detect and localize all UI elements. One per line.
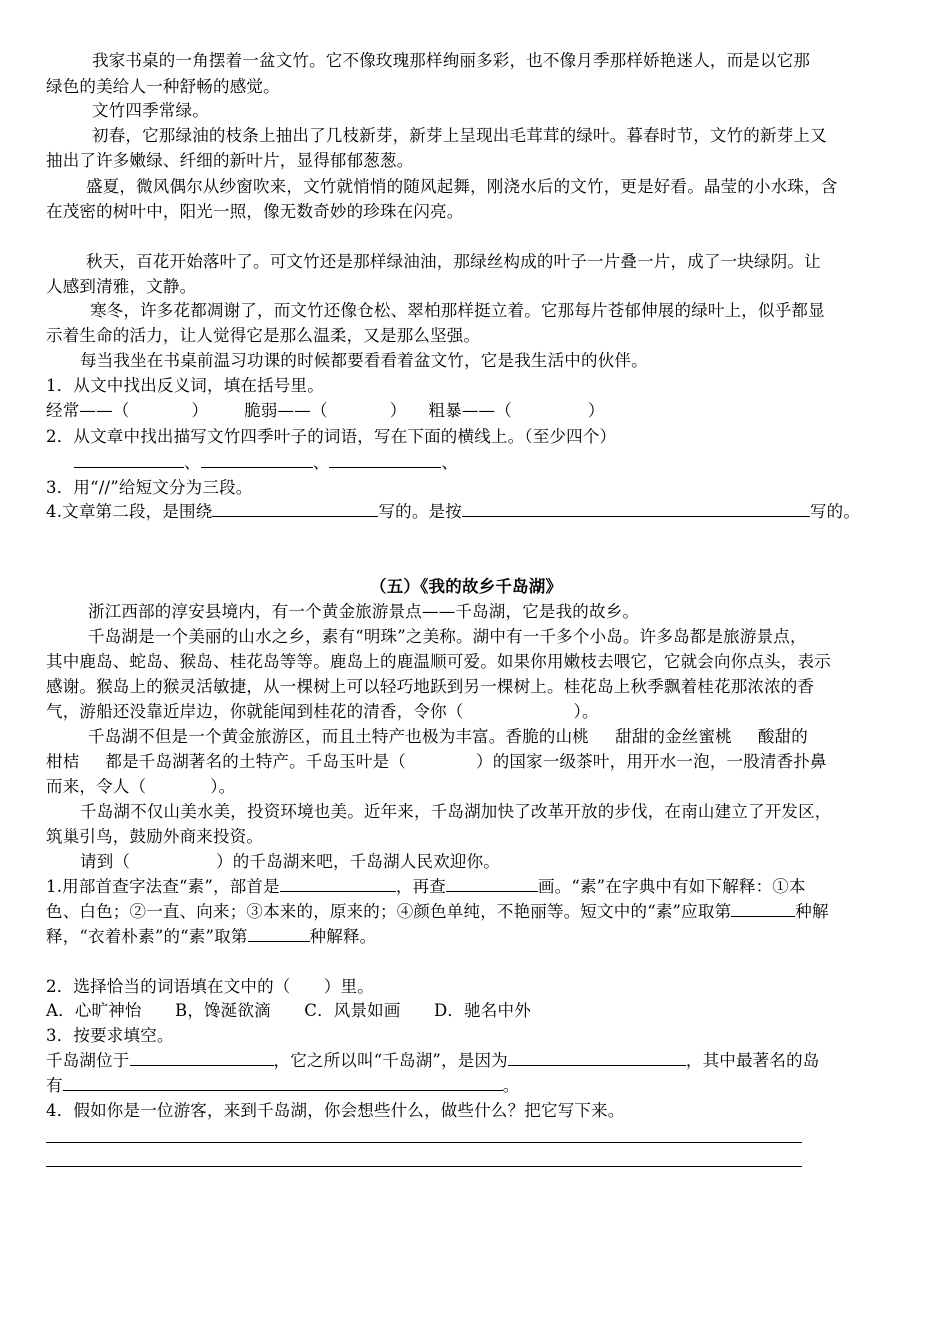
p5-text: ）的国家一级茶叶，用开水一泡，一股清香扑鼻 — [476, 752, 827, 771]
p5-para3-line3 — [46, 775, 235, 799]
p4-para3-line1: 初春，它那绿油的枝条上抽出了几枝新芽，新芽上呈现出毛茸茸的绿叶。暮春时节，文竹的新芽上又 — [92, 126, 827, 145]
antonym-2-close: ） — [389, 401, 407, 420]
p5-question1-line2 — [46, 900, 829, 924]
answer-blank[interactable] — [201, 451, 313, 468]
answer-blank[interactable] — [63, 1074, 503, 1091]
p5-para5 — [80, 850, 500, 874]
p5-para2-line3: 感谢。猴岛上的猴灵活敏捷，从一棵树上可以轻巧地跃到另一棵树上。桂花岛上秋季飘着桂花那浓浓的香 — [46, 677, 815, 696]
p5-text: 都是千岛湖著名的土特产。千岛玉叶是（ — [105, 752, 407, 771]
q3-text: ，它之所以叫“千岛湖”，是因为 — [273, 1051, 508, 1070]
q3-text: 。 — [502, 1076, 520, 1095]
q1-text: 种解释。 — [309, 927, 377, 946]
p5-para2-line2: 其中鹿岛、蛇岛、猴岛、桂花岛等等。鹿岛上的鹿温顺可爱。如果你用嫩枝去喂它，它就会向你点头，表示 — [46, 652, 831, 671]
separator: 、 — [184, 453, 201, 472]
passage5-title: （五）《我的故乡千岛湖》 — [370, 577, 563, 596]
p4-question1-antonyms — [46, 399, 605, 423]
answer-blank[interactable] — [508, 1049, 686, 1066]
q4-text-c: 写的。 — [809, 502, 861, 521]
p5-question3-line1 — [46, 1049, 819, 1073]
p4-para6-line1: 寒冬，许多花都凋谢了，而文竹还像仓松、翠柏那样挺立着。它那每片苍郁伸展的绿叶上，似乎都显 — [90, 301, 825, 320]
p4-para4-line2: 在茂密的树叶中，阳光一照，像无数奇妙的珍珠在闪亮。 — [46, 202, 464, 221]
p4-question1: 1．从文中找出反义词，填在括号里。 — [46, 376, 324, 395]
p4-para5-line1: 秋天，百花开始落叶了。可文竹还是那样绿油油，那绿丝构成的叶子一片叠一片，成了一块绿阴。让 — [86, 252, 821, 271]
p4-para5-line2: 人感到清雅，文静。 — [46, 277, 197, 296]
answer-blank[interactable] — [446, 875, 538, 892]
p4-question4 — [46, 500, 860, 524]
p5-question3: 3．按要求填空。 — [46, 1026, 174, 1045]
p5-text: 酸甜的 — [757, 727, 809, 746]
answer-line[interactable] — [46, 1166, 802, 1167]
p5-text: ）。 — [210, 777, 236, 796]
separator: 、 — [312, 453, 330, 472]
p5-question3-line2 — [46, 1074, 519, 1098]
p4-para6-line2: 示着生命的活力，让人觉得它是那么温柔，又是那么坚强。 — [46, 326, 481, 345]
p4-para1-line1: 我家书桌的一角摆着一盆文竹。它不像玫瑰那样绚丽多彩，也不像月季那样娇艳迷人，而是以它那 — [92, 51, 811, 70]
p4-para4-line1: 盛夏，微风偶尔从纱窗吹来，文竹就悄悄的随风起舞，刚浇水后的文竹，更是好看。晶莹的小水珠，含 — [86, 177, 838, 196]
q1-text: 色、白色；②一直、向来；③本来的，原来的；④颜色单纯，不艳丽等。短文中的“素”应取第 — [46, 902, 732, 921]
q4-text-a: 4.文章第二段，是围绕 — [46, 502, 213, 521]
answer-blank[interactable] — [462, 500, 810, 517]
answer-blank[interactable] — [731, 900, 795, 917]
p5-question4: 4．假如你是一位游客，来到千岛湖，你会想些什么，做些什么？把它写下来。 — [46, 1101, 625, 1120]
p5-text: 甜甜的金丝蜜桃 — [615, 727, 732, 746]
antonym-1-close: ） — [191, 401, 209, 420]
p5-para1: 浙江西部的淳安县境内，有一个黄金旅游景点——千岛湖，它是我的故乡。 — [88, 602, 640, 621]
q1-text: 释，“衣着朴素”的“素”取第 — [46, 927, 248, 946]
p5-para4-line2: 筑巢引鸟，鼓励外商来投资。 — [46, 827, 264, 846]
p4-question2-blanks — [74, 451, 458, 475]
p5-text: 气，游船还没靠近岸边，你就能闻到桂花的清香，令你（ — [46, 702, 464, 721]
p5-text: ）的千岛湖来吧，千岛湖人民欢迎你。 — [216, 852, 501, 871]
p5-text: 千岛湖不但是一个黄金旅游区，而且土特产也极为丰富。香脆的山桃 — [88, 727, 589, 746]
p5-text: 柑桔 — [46, 752, 80, 771]
answer-line[interactable] — [46, 1142, 802, 1143]
p5-question1-line3 — [46, 925, 376, 949]
q4-text-b: 写的。是按 — [378, 502, 462, 521]
q1-text: 1.用部首查字法查“素”，部首是 — [46, 877, 280, 896]
answer-blank[interactable] — [280, 875, 396, 892]
q3-text: 有 — [46, 1076, 63, 1095]
p4-question2: 2．从文章中找出描写文竹四季叶子的词语，写在下面的横线上。（至少四个） — [46, 427, 617, 446]
q1-text: ，再查 — [395, 877, 446, 896]
p4-para2: 文竹四季常绿。 — [92, 101, 209, 120]
antonym-1-prompt: 经常——（ — [46, 401, 130, 420]
p5-text: ）。 — [573, 702, 599, 721]
p5-para4-line1: 千岛湖不仅山美水美，投资环境也美。近年来，千岛湖加快了改革开放的步伐，在南山建立了开发区， — [80, 802, 832, 821]
p5-text: 而来，令人（ — [46, 777, 147, 796]
p5-para2-line1: 千岛湖是一个美丽的山水之乡，素有“明珠”之美称。湖中有一千多个小岛。许多岛都是旅游景点， — [88, 627, 807, 646]
q3-text: 千岛湖位于 — [46, 1051, 130, 1070]
p4-question3: 3．用“//”给短文分为三段。 — [46, 478, 253, 497]
antonym-3-prompt: 粗暴——（ — [428, 401, 512, 420]
p5-question2-options: A．心旷神怡 B，馋涎欲滴 C．风景如画 D．驰名中外 — [46, 1001, 531, 1020]
p4-para7: 每当我坐在书桌前温习功课的时候都要看看着盆文竹，它是我生活中的伙伴。 — [80, 351, 648, 370]
p5-para3-line2 — [46, 750, 827, 774]
p5-para2-line4 — [46, 700, 599, 724]
antonym-3-close: ） — [587, 401, 605, 420]
p4-para1-line2: 绿色的美给人一种舒畅的感觉。 — [46, 77, 280, 96]
q1-text: 画。“素”在字典中有如下解释：①本 — [537, 877, 806, 896]
p5-question1-line1 — [46, 875, 806, 899]
answer-blank[interactable] — [130, 1049, 274, 1066]
q3-text: ，其中最著名的岛 — [685, 1051, 820, 1070]
p5-para3-line1 — [88, 725, 808, 749]
answer-blank[interactable] — [248, 925, 310, 942]
p4-para3-line2: 抽出了许多嫩绿、纤细的新叶片，显得郁郁葱葱。 — [46, 151, 414, 170]
q1-text: 种解 — [795, 902, 829, 921]
answer-blank[interactable] — [329, 451, 441, 468]
p5-question2: 2．选择恰当的词语填在文中的（ ）里。 — [46, 977, 374, 996]
p5-text: 请到（ — [80, 852, 131, 871]
antonym-2-prompt: 脆弱——（ — [244, 401, 328, 420]
answer-blank[interactable] — [212, 500, 378, 517]
answer-blank[interactable] — [74, 451, 184, 468]
separator: 、 — [441, 453, 459, 472]
